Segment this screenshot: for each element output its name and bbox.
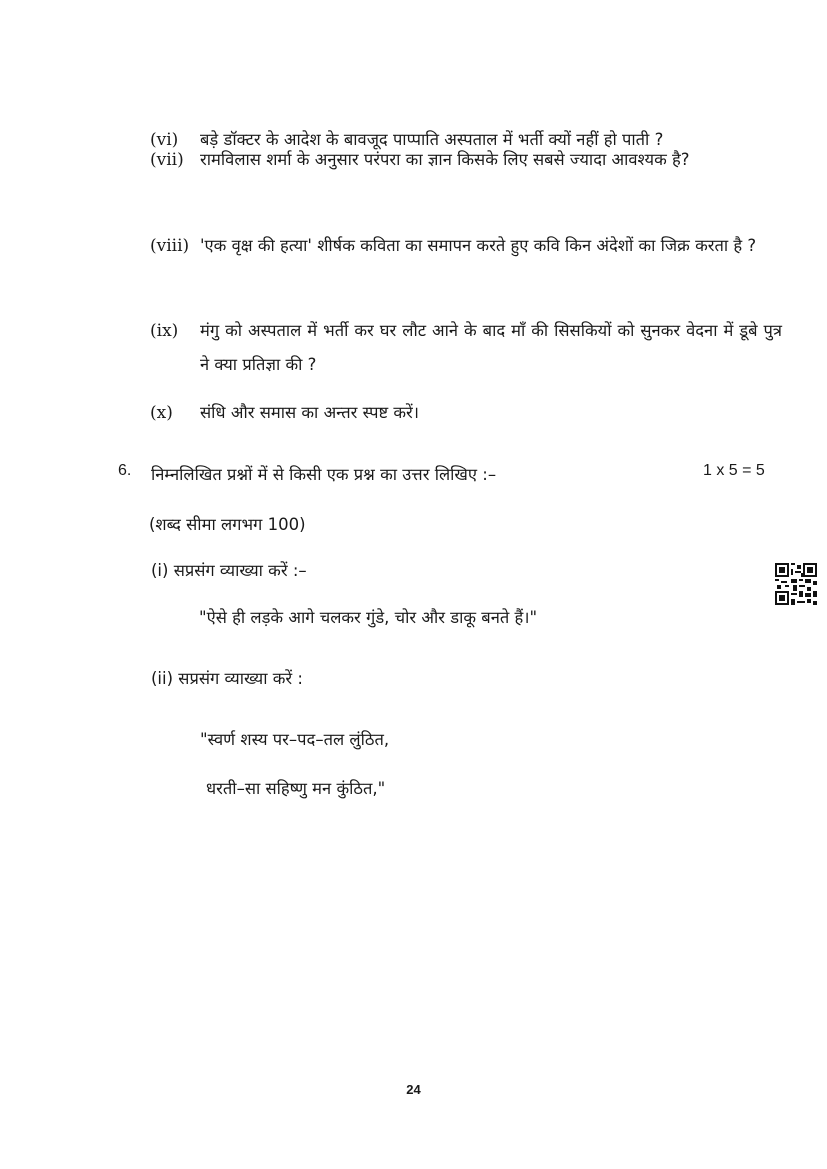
section-number: 6. <box>118 462 132 479</box>
qr-code-icon <box>775 563 817 605</box>
question-number: (ix) <box>150 321 179 341</box>
part-ii-line-2: धरती–सा सहिष्णु मन कुंठित," <box>206 779 386 798</box>
question-number: (x) <box>150 403 173 423</box>
section-title: निम्नलिखित प्रश्नों में से किसी एक प्रश्न का उत्तर लिखिए :– <box>151 465 497 484</box>
word-limit: (शब्द सीमा लगभग 100) <box>149 515 306 534</box>
part-ii-line-1: "स्वर्ण शस्य पर–पद–तल लुंठित, <box>200 730 390 749</box>
question-text: रामविलास शर्मा के अनुसार परंपरा का ज्ञान किसके लिए सबसे ज्यादा आवश्यक है? <box>200 150 690 169</box>
question-text: 'एक वृक्ष की हत्या' शीर्षक कविता का समापन करते हुए कवि किन अंदेशों का जिक्र करता है ? <box>200 236 757 255</box>
part-i-label: (i) सप्रसंग व्याख्या करें :– <box>151 561 307 580</box>
question-number: (vii) <box>150 150 184 170</box>
section-marks: 1 x 5 = 5 <box>703 462 765 479</box>
question-number: (viii) <box>150 236 190 256</box>
question-text: बड़े डॉक्टर के आदेश के बावजूद पाप्पाति अस्पताल में भर्ती क्यों नहीं हो पाती ? <box>200 130 664 149</box>
question-text: संधि और समास का अन्तर स्पष्ट करें। <box>200 403 420 422</box>
page-number: 24 <box>406 1082 421 1097</box>
question-number: (vi) <box>150 130 179 150</box>
part-ii-label: (ii) सप्रसंग व्याख्या करें : <box>151 669 303 688</box>
part-i-quote: "ऐसे ही लड़के आगे चलकर गुंडे, चोर और डाकू बनते हैं।" <box>199 608 538 627</box>
question-text: मंगु को अस्पताल में भर्ती कर घर लौट आने के बाद माँ की सिसकियों को सुनकर वेदना में डूबे पुत्र ने क्या प्रतिज्ञा की ? <box>200 321 782 374</box>
